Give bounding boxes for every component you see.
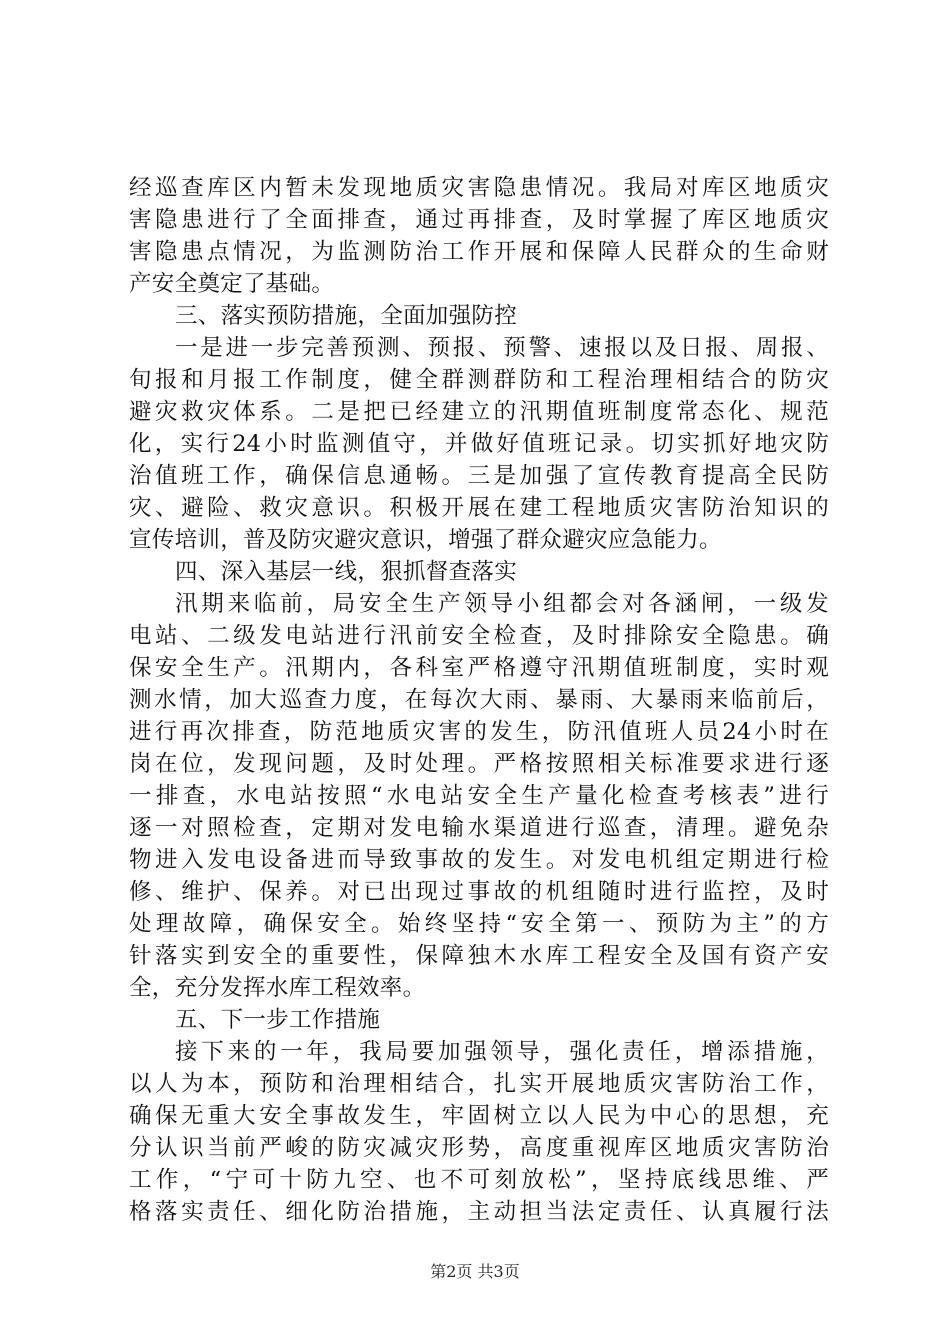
paragraph-line: 治值班工作，确保信息通畅。三是加强了宣传教育提高全民防 (129, 463, 829, 489)
section-heading: 三、落实预防措施，全面加强防控 (175, 303, 518, 329)
paragraph-line: 保安全生产。汛期内，各科室严格遵守汛期值班制度，实时观 (129, 655, 829, 681)
paragraph-line: 化，实行24小时监测值守，并做好值班记录。切实抓好地灾防 (129, 431, 829, 457)
paragraph-last-line: 产安全奠定了基础。 (129, 271, 335, 297)
paragraph-line: 工作，“宁可十防九空、也不可刻放松”，坚持底线思维、严 (129, 1167, 829, 1193)
paragraph-last-line: 宣传培训，普及防灾避灾意识，增强了群众避灾应急能力。 (129, 527, 722, 553)
paragraph-line: 针落实到安全的重要性，保障独木水库工程安全及国有资产安 (129, 943, 829, 969)
paragraph-line: 以人为本，预防和治理相结合，扎实开展地质灾害防治工作， (129, 1071, 829, 1097)
paragraph-line: 格落实责任、细化防治措施，主动担当法定责任、认真履行法 (129, 1199, 829, 1225)
document-body (129, 172, 829, 1228)
paragraph-first-line: 汛期来临前，局安全生产领导小组都会对各涵闸，一级发 (175, 591, 829, 617)
paragraph-line: 测水情，加大巡查力度，在每次大雨、暴雨、大暴雨来临前后， (129, 687, 829, 713)
paragraph-line: 避灾救灾体系。二是把已经建立的汛期值班制度常态化、规范 (129, 399, 829, 425)
paragraph-line: 确保无重大安全事故发生，牢固树立以人民为中心的思想，充 (129, 1103, 829, 1129)
paragraph-line: 进行再次排查，防范地质灾害的发生，防汛值班人员24小时在 (129, 719, 829, 745)
paragraph-line: 经巡查库区内暂未发现地质灾害隐患情况。我局对库区地质灾 (129, 175, 829, 201)
paragraph-last-line: 全，充分发挥水库工程效率。 (129, 975, 426, 1001)
paragraph-line: 分认识当前严峻的防灾减灾形势，高度重视库区地质灾害防治 (129, 1135, 829, 1161)
paragraph-line: 处理故障，确保安全。始终坚持“安全第一、预防为主”的方 (129, 911, 829, 937)
paragraph-first-line: 一是进一步完善预测、预报、预警、速报以及日报、周报、 (175, 335, 829, 361)
paragraph-line: 害隐患点情况，为监测防治工作开展和保障人民群众的生命财 (129, 239, 829, 265)
section-heading: 五、下一步工作措施 (175, 1007, 381, 1033)
paragraph-line: 旬报和月报工作制度，健全群测群防和工程治理相结合的防灾 (129, 367, 829, 393)
paragraph-line: 修、维护、保养。对已出现过事故的机组随时进行监控，及时 (129, 879, 829, 905)
paragraph-line: 灾、避险、救灾意识。积极开展在建工程地质灾害防治知识的 (129, 495, 829, 521)
paragraph-line: 害隐患进行了全面排查，通过再排查，及时掌握了库区地质灾 (129, 207, 829, 233)
section-heading: 四、深入基层一线，狠抓督查落实 (175, 559, 518, 585)
paragraph-line: 岗在位，发现问题，及时处理。严格按照相关标准要求进行逐 (129, 751, 829, 777)
paragraph-line: 电站、二级发电站进行汛前安全检查，及时排除安全隐患。确 (129, 623, 829, 649)
paragraph-line: 物进入发电设备进而导致事故的发生。对发电机组定期进行检 (129, 847, 829, 873)
paragraph-first-line: 接下来的一年，我局要加强领导，强化责任，增添措施， (175, 1039, 829, 1065)
paragraph-line: 一排查，水电站按照“水电站安全生产量化检查考核表”进行 (129, 783, 829, 809)
page-footer: 第2页 共3页 (430, 1262, 520, 1281)
paragraph-line: 逐一对照检查，定期对发电输水渠道进行巡查，清理。避免杂 (129, 815, 829, 841)
